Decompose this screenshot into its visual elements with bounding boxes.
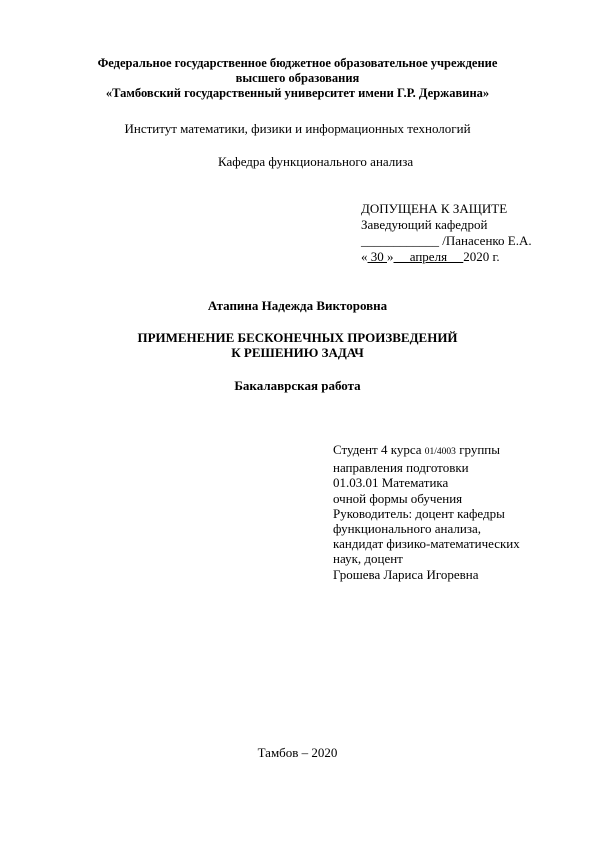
defense-approval-block — [361, 201, 532, 265]
defense-approval-role: Заведующий кафедрой — [361, 217, 488, 232]
institute-name: Институт математики, физики и информационных технологий — [124, 121, 471, 136]
date-close-quote: » — [387, 249, 394, 264]
organization-header-line-2: высшего образования — [235, 71, 360, 85]
supervisor-degree: кандидат физико-математических — [333, 536, 520, 552]
defense-approval-signature — [361, 233, 532, 249]
supervisor-department: функционального анализа, — [333, 521, 481, 537]
author-name: Атапина Надежда Викторовна — [207, 298, 388, 313]
group-code: 01/4003 — [424, 447, 456, 457]
supervisor-position: Руководитель: доцент кафедры — [333, 505, 505, 521]
date-open-quote: « — [361, 249, 368, 264]
supervisor-title: наук, доцент — [333, 551, 403, 567]
student-course: Студент 4 курса — [333, 442, 425, 457]
university-name: «Тамбовский государственный университет имени Г.Р. Державина» — [105, 86, 490, 100]
student-direction: 01.03.01 Математика — [333, 475, 449, 491]
supervisor-name: Грошева Лариса Игоревна — [333, 566, 479, 582]
department-name: Кафедра функционального анализа — [218, 154, 414, 169]
defense-approval-date — [361, 249, 532, 265]
date-month: апреля — [393, 249, 464, 264]
group-label: группы — [455, 442, 500, 457]
organization-header-line-1: Федеральное государственное бюджетное образовательное учреждение — [97, 56, 498, 70]
thesis-title-line-2: К РЕШЕНИЮ ЗАДАЧ — [231, 345, 364, 360]
work-type: Бакалаврская работа — [234, 378, 361, 393]
student-study-form: очной формы обучения — [333, 490, 463, 506]
student-course-group — [333, 442, 520, 460]
city-year: Тамбов – 2020 — [257, 745, 338, 760]
defense-approval-title: ДОПУЩЕНА К ЗАЩИТЕ — [361, 201, 508, 216]
student-direction-label: направления подготовки — [333, 460, 469, 476]
signature-name: /Панасенко Е.А. — [439, 233, 532, 248]
date-day: 30 — [367, 249, 387, 264]
signature-blank: ____________ — [361, 233, 439, 248]
thesis-title-line-1: ПРИМЕНЕНИЕ БЕСКОНЕЧНЫХ ПРОИЗВЕДЕНИЙ — [137, 330, 458, 345]
date-year: 2020 г. — [463, 249, 500, 264]
student-info-block — [333, 442, 520, 582]
